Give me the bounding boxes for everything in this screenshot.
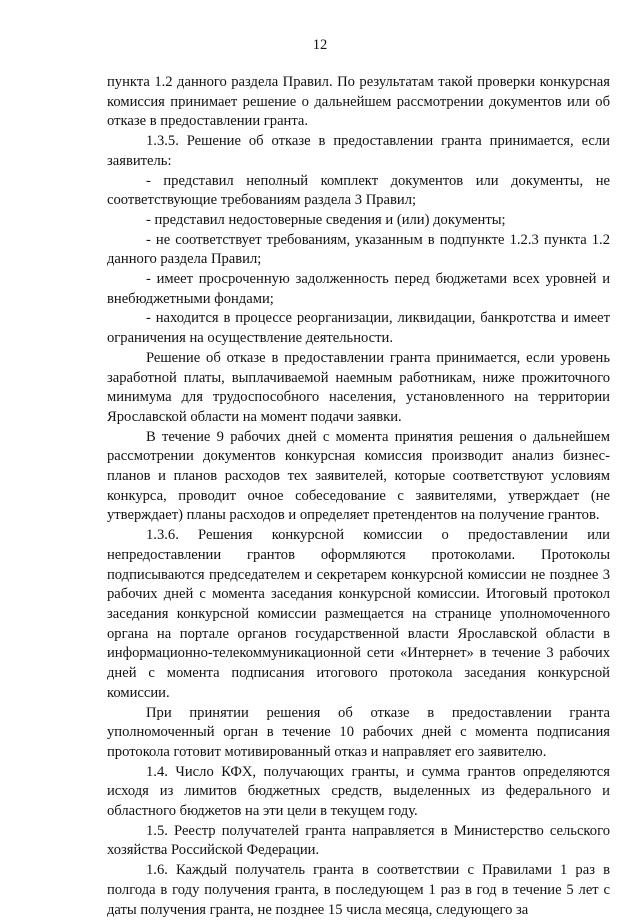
paragraph-1-6: 1.6. Каждый получатель гранта в соответствии с Правилами 1 раз в полгода в году получения гранта, в последующем 1 раз в год в течение 5 лет с даты получения гранта, не позднее 15 числа месяца, следующего за: [107, 862, 610, 918]
list-item-requirements-mismatch: - не соответствует требованиям, указанным в подпункте 1.2.3 пункта 1.2 данного раздела Правил;: [107, 231, 610, 268]
paragraph-1-4: 1.4. Число КФХ, получающих гранты, и сумма грантов определяются исходя из лимитов бюджетных средств, выделенных из федерального и областного бюджетов на эти цели в текущем году.: [107, 763, 610, 820]
paragraph-refusal-notice: При принятии решения об отказе в предоставлении гранта уполномоченный орган в течение 10 рабочих дней с момента подписания протокола готовит мотивированный отказ и направляет его заявителю.: [107, 704, 610, 760]
list-item-incomplete-documents: - представил неполный комплект документов или документы, не соответствующие требованиям раздела 3 Правил;: [107, 172, 610, 209]
list-item-false-information: - представил недостоверные сведения и (или) документы;: [146, 211, 506, 228]
paragraph-1-5: 1.5. Реестр получателей гранта направляется в Министерство сельского хозяйства Российской Федерации.: [107, 822, 610, 859]
paragraph-nine-days: В течение 9 рабочих дней с момента принятия решения о дальнейшем рассмотрении документов конкурсная комиссия производит анализ бизнес-планов и планов расходов тех заявителей, которые соответствуют условиям конкурса, проводит очное собеседование с заявителями, утверждает (не утверждает) планы расходов и определяет претендентов на получение грантов.: [107, 428, 610, 524]
paragraph-salary-refusal: Решение об отказе в предоставлении гранта принимается, если уровень заработной платы, выплачиваемой наемным работникам, ниже прожиточного минимума для трудоспособного населения, установленного на территории Ярославской области на момент подачи заявки.: [107, 349, 610, 425]
document-body: [107, 73, 610, 920]
page-number: 12: [312, 37, 328, 53]
list-item-reorganization: - находится в процессе реорганизации, ликвидации, банкротства и имеет ограничения на осуществление деятельности.: [107, 310, 610, 347]
paragraph-1-3-6: 1.3.6. Решения конкурсной комиссии о предоставлении или непредоставлении грантов оформляются протоколами. Протоколы подписываются председателем и секретарем конкурсной комиссии не позднее 3 рабочих дней с момента заседания конкурсной комиссии. Итоговый протокол заседания конкурсной комиссии размещается на странице уполномоченного органа на портале органов государственной власти Ярославской области в информационно-телекоммуникационной сети «Интернет» в течение 3 рабочих дней с момента подписания итогового протокола заседания конкурсной комиссии.: [107, 527, 610, 701]
paragraph-continuation: пункта 1.2 данного раздела Правил. По результатам такой проверки конкурсная комиссия принимает решение о дальнейшем рассмотрении документов или об отказе в предоставлении гранта.: [107, 74, 610, 130]
paragraph-1-3-5: 1.3.5. Решение об отказе в предоставлении гранта принимается, если заявитель:: [107, 133, 610, 169]
list-item-overdue-debt: - имеет просроченную задолженность перед бюджетами всех уровней и внебюджетными фондами;: [107, 271, 610, 307]
